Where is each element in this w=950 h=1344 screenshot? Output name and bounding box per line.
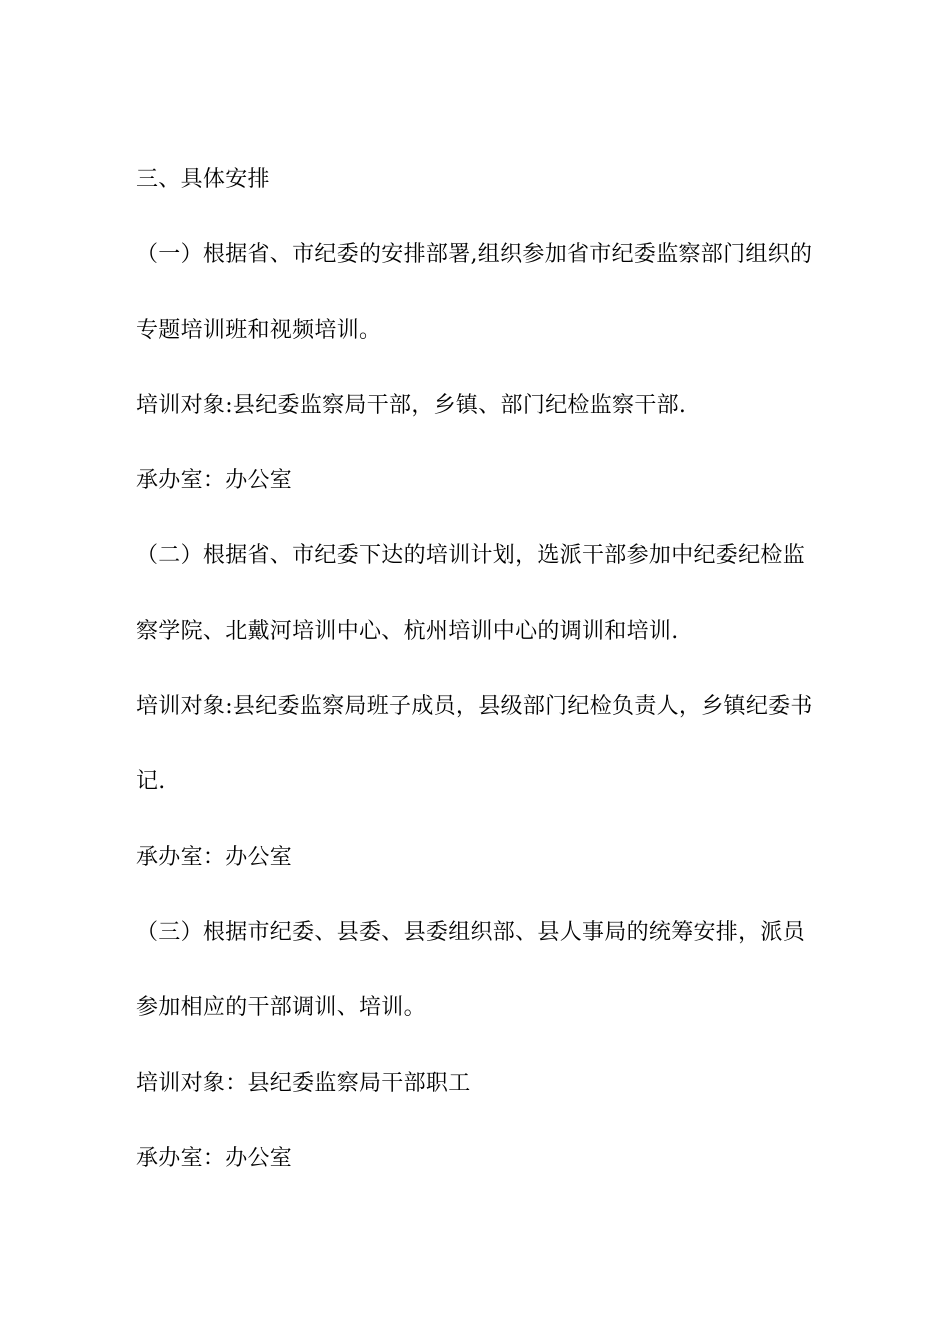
paragraph-line: （二）根据省、市纪委下达的培训计划，选派干部参加中纪委纪检监 <box>136 543 806 569</box>
paragraph-line: 培训对象:县纪委监察局班子成员，县级部门纪检负责人，乡镇纪委书 <box>136 694 813 720</box>
paragraph-line: 记. <box>136 769 166 795</box>
paragraph-line: 参加相应的干部调训、培训。 <box>136 995 426 1021</box>
paragraph-line: （三）根据市纪委、县委、县委组织部、县人事局的统筹安排，派员 <box>136 919 806 945</box>
paragraph-line: 承办室：办公室 <box>136 844 293 870</box>
paragraph-line: 承办室：办公室 <box>136 1145 293 1171</box>
paragraph-line: 培训对象:县纪委监察局干部，乡镇、部门纪检监察干部. <box>136 392 687 418</box>
paragraph-line: 察学院、北戴河培训中心、杭州培训中心的调训和培训. <box>136 618 679 644</box>
document-body <box>136 142 826 1196</box>
section-heading: 三、具体安排 <box>136 167 270 192</box>
paragraph-line: 承办室：办公室 <box>136 468 293 494</box>
paragraph-line: 培训对象：县纪委监察局干部职工 <box>136 1070 471 1096</box>
paragraph-line: 专题培训班和视频培训。 <box>136 317 382 343</box>
paragraph-line: （一）根据省、市纪委的安排部署,组织参加省市纪委监察部门组织的 <box>136 242 813 268</box>
